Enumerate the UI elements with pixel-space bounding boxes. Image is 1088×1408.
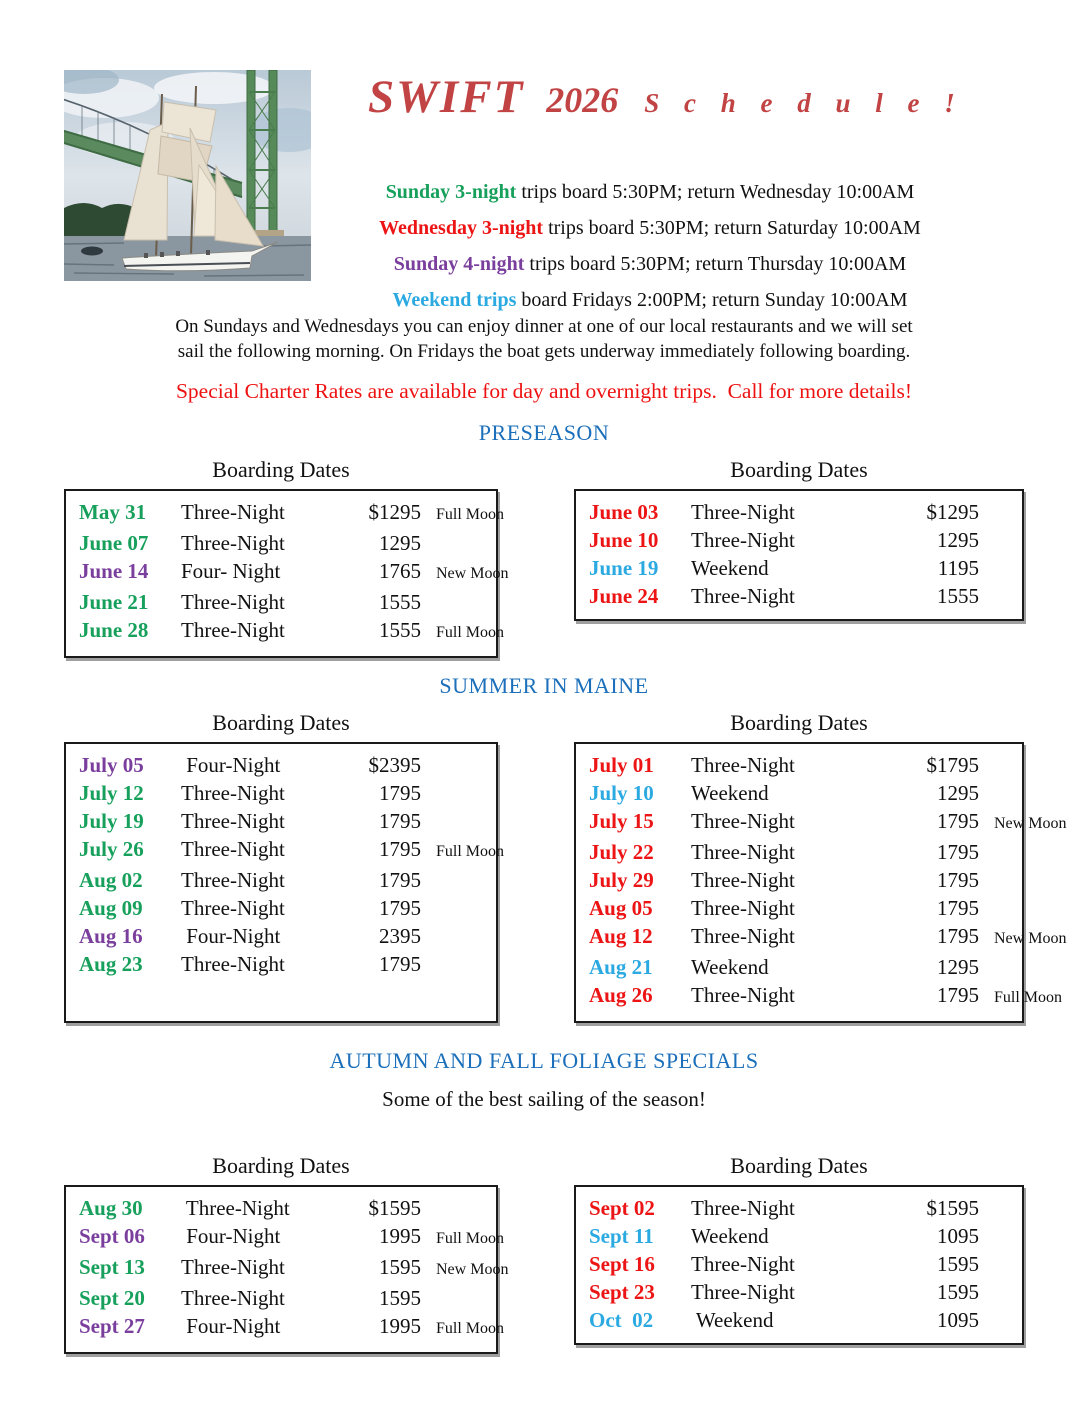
row-type: Four- Night (181, 559, 281, 583)
row-type: Three-Night (181, 1286, 285, 1310)
schedule-row (79, 1253, 509, 1284)
row-date: Aug 21 (589, 955, 653, 979)
section (64, 673, 1067, 1023)
row-price: 1595 (937, 1280, 979, 1304)
schedule-row (79, 779, 488, 807)
row-date: Sept 20 (79, 1286, 145, 1310)
row-date: Sept 06 (79, 1224, 145, 1248)
row-price: 1795 (379, 837, 421, 861)
row-type: Three-Night (691, 528, 795, 552)
row-price: 1995 (379, 1224, 421, 1248)
schedule-row (589, 838, 1014, 866)
row-price: 1795 (379, 868, 421, 892)
row-date: Sept 16 (589, 1252, 655, 1276)
row-price: $1595 (368, 1196, 421, 1220)
row-type: Three-Night (181, 837, 285, 861)
row-moon-note: Full Moon (436, 1320, 505, 1337)
row-price: $1795 (926, 753, 979, 777)
row-price: 1595 (937, 1252, 979, 1276)
schedule-box (574, 489, 1024, 621)
schedule-row (589, 1194, 1014, 1222)
row-type: Three-Night (691, 983, 795, 1007)
row-price: 1795 (379, 781, 421, 805)
section (64, 1048, 1024, 1354)
row-moon-note: Full Moon (436, 843, 505, 860)
row-price: 1795 (937, 809, 979, 833)
row-type: Three-Night (691, 1280, 795, 1304)
row-moon-note: Full Moon (436, 1230, 505, 1247)
row-type: Three-Night (181, 590, 285, 614)
row-date: July 05 (79, 753, 144, 777)
row-type: Three-Night (691, 1252, 795, 1276)
section-heading: PRESEASON (478, 420, 610, 445)
row-type: Three-Night (181, 952, 285, 976)
trip-line-text: trips board 5:30PM; return Saturday 10:00AM (543, 217, 921, 239)
row-type: Weekend (691, 1224, 769, 1248)
row-type: Three-Night (181, 618, 285, 642)
schedule-row (589, 1250, 1014, 1278)
schedule-row (79, 1194, 488, 1222)
row-type: Three-Night (691, 1196, 795, 1220)
schedule-row (589, 1306, 1014, 1334)
row-type: Four-Night (181, 924, 281, 948)
title-swift: SWIFT (368, 71, 525, 123)
row-moon-note: New Moon (994, 930, 1067, 947)
boarding-dates-heading: Boarding Dates (212, 457, 350, 482)
row-moon-note: Full Moon (436, 506, 505, 523)
schedule-box (574, 742, 1067, 1023)
schedule-row (589, 894, 1014, 922)
row-date: July 12 (79, 781, 144, 805)
row-date: July 19 (79, 809, 144, 833)
intro-line: sail the following morning. On Fridays the boat gets underway immediately following boarding. (177, 341, 911, 362)
schedule-row (79, 1222, 505, 1253)
schedule-box (64, 1185, 509, 1354)
row-date: June 07 (79, 531, 149, 555)
row-type: Three-Night (181, 809, 285, 833)
row-price: 1555 (937, 584, 979, 608)
row-date: July 22 (589, 840, 654, 864)
schedule-box (64, 742, 505, 1023)
row-price: 1795 (379, 952, 421, 976)
row-price: 1595 (379, 1255, 421, 1279)
schedule-row (79, 894, 488, 922)
row-price: 1095 (937, 1308, 979, 1332)
schedule-row (589, 1278, 1014, 1306)
schedule-row (589, 866, 1014, 894)
row-price: 1555 (379, 618, 421, 642)
schedule-table (574, 1154, 1024, 1345)
row-price: 1795 (937, 924, 979, 948)
trip-line (300, 210, 1000, 246)
row-type: Three-Night (181, 896, 285, 920)
tables-row (64, 458, 1024, 658)
trip-line-text: board Fridays 2:00PM; return Sunday 10:00AM (516, 289, 908, 311)
row-moon-note: New Moon (994, 815, 1067, 832)
row-type: Three-Night (691, 924, 795, 948)
row-type: Weekend (691, 556, 769, 580)
row-type: Three-Night (181, 531, 285, 555)
schedule-row (589, 526, 1014, 554)
schedule-table (64, 710, 505, 1023)
row-price: 1295 (379, 531, 421, 555)
boarding-dates-heading: Boarding Dates (730, 457, 868, 482)
row-date: June 10 (589, 528, 659, 552)
schedule-table (64, 457, 509, 658)
row-price: 1295 (937, 781, 979, 805)
row-price: 1295 (937, 955, 979, 979)
schedule-row (79, 1312, 505, 1343)
row-price: 1795 (937, 983, 979, 1007)
trip-lines (300, 174, 1000, 318)
schedule-row (589, 981, 1063, 1012)
schedule-box (64, 489, 509, 658)
ship-bridge-photo (64, 70, 311, 281)
row-date: June 21 (79, 590, 149, 614)
row-moon-note: Full Moon (994, 989, 1063, 1006)
row-date: Oct 02 (589, 1308, 654, 1332)
row-price: $1295 (368, 500, 421, 524)
boarding-dates-heading: Boarding Dates (212, 1153, 350, 1178)
row-date: June 19 (589, 556, 659, 580)
row-type: Weekend (691, 781, 769, 805)
row-price: 1995 (379, 1314, 421, 1338)
schedule-table (574, 710, 1067, 1023)
schedule-row (589, 498, 1014, 526)
schedule-row (79, 866, 488, 894)
trip-line-label: Wednesday 3-night (379, 217, 544, 239)
row-date: Aug 05 (589, 896, 653, 920)
row-price: 1795 (379, 809, 421, 833)
row-price: 1095 (937, 1224, 979, 1248)
row-price: 1195 (937, 556, 979, 580)
schedule-row (79, 807, 488, 835)
row-date: June 24 (589, 584, 659, 608)
row-date: July 10 (589, 781, 654, 805)
row-date: June 14 (79, 559, 149, 583)
row-price: 1795 (937, 868, 979, 892)
row-type: Three-Night (181, 500, 285, 524)
row-type: Weekend (691, 1308, 774, 1332)
section (64, 420, 1024, 658)
row-type: Three-Night (181, 781, 285, 805)
schedule-row (589, 807, 1067, 838)
schedule-row (79, 950, 488, 978)
section-heading: AUTUMN AND FALL FOLIAGE SPECIALS (329, 1048, 759, 1073)
schedule-row (79, 835, 505, 866)
row-date: Aug 16 (79, 924, 143, 948)
schedule-row (79, 529, 488, 557)
row-type: Four-Night (181, 753, 281, 777)
row-date: Aug 09 (79, 896, 143, 920)
row-date: Aug 02 (79, 868, 143, 892)
tables-row (64, 710, 1067, 1023)
row-date: June 28 (79, 618, 149, 642)
row-type: Three-Night (181, 1196, 290, 1220)
schedule-row (79, 557, 509, 588)
row-date: Sept 23 (589, 1280, 655, 1304)
boarding-dates-heading: Boarding Dates (212, 710, 350, 735)
row-date: Sept 02 (589, 1196, 655, 1220)
row-type: Four-Night (181, 1224, 281, 1248)
row-price: 1795 (379, 896, 421, 920)
row-price: 1795 (937, 840, 979, 864)
row-price: 1555 (379, 590, 421, 614)
row-price: 1765 (379, 559, 421, 583)
row-date: June 03 (589, 500, 659, 524)
row-date: July 15 (589, 809, 654, 833)
intro-paragraph (104, 314, 984, 364)
row-price: 2395 (379, 924, 421, 948)
row-moon-note: New Moon (436, 1261, 509, 1278)
schedule-table (64, 1153, 509, 1354)
row-moon-note: Full Moon (436, 624, 505, 641)
schedule-row (79, 1284, 488, 1312)
schedule-row (79, 588, 488, 616)
charter-note: Special Charter Rates are available for day and overnight trips. Call for more details! (175, 379, 913, 403)
row-type: Weekend (691, 955, 769, 979)
page-title (368, 70, 964, 124)
schedule-row (589, 582, 1014, 610)
boarding-dates-heading: Boarding Dates (730, 710, 868, 735)
schedule-row (589, 1222, 1014, 1250)
trip-line (300, 282, 1000, 318)
row-date: Sept 27 (79, 1314, 145, 1338)
row-type: Three-Night (691, 584, 795, 608)
row-date: Aug 26 (589, 983, 653, 1007)
row-date: July 29 (589, 868, 654, 892)
row-date: July 01 (589, 753, 654, 777)
row-price: $2395 (368, 753, 421, 777)
title-year: 2026 (546, 80, 619, 120)
boarding-dates-heading: Boarding Dates (730, 1153, 868, 1178)
tables-row (64, 1154, 1024, 1354)
row-date: Aug 30 (79, 1196, 143, 1220)
row-price: $1595 (926, 1196, 979, 1220)
intro-line: On Sundays and Wednesdays you can enjoy dinner at one of our local restaurants and we will set (175, 316, 913, 337)
row-date: May 31 (79, 500, 147, 524)
row-date: Aug 12 (589, 924, 653, 948)
trip-line (300, 246, 1000, 282)
title-schedule: S c h e d u l e ! (644, 88, 964, 118)
row-price: 1595 (379, 1286, 421, 1310)
row-moon-note: New Moon (436, 565, 509, 582)
row-date: Aug 23 (79, 952, 143, 976)
row-type: Four-Night (181, 1314, 281, 1338)
schedule-table (574, 458, 1024, 621)
trip-line-text: trips board 5:30PM; return Thursday 10:00AM (524, 253, 907, 275)
trip-line-label: Sunday 3-night (385, 181, 517, 203)
trip-line-label: Weekend trips (392, 289, 517, 311)
row-price: 1795 (937, 896, 979, 920)
section-subheading: Some of the best sailing of the season! (382, 1087, 706, 1111)
row-type: Three-Night (691, 896, 795, 920)
row-price: 1295 (937, 528, 979, 552)
row-type: Three-Night (691, 868, 795, 892)
schedule-row (79, 922, 488, 950)
schedule-row (589, 779, 1014, 807)
schedule-row (79, 751, 488, 779)
row-type: Three-Night (691, 753, 795, 777)
row-type: Three-Night (691, 809, 795, 833)
row-date: Sept 11 (589, 1224, 654, 1248)
row-type: Three-Night (691, 500, 795, 524)
schedule-box (574, 1185, 1024, 1345)
schedule-row (589, 554, 1014, 582)
row-date: Sept 13 (79, 1255, 145, 1279)
trip-line-label: Sunday 4-night (393, 253, 525, 275)
row-type: Three-Night (691, 840, 795, 864)
schedule-row (79, 498, 505, 529)
schedule-row (589, 751, 1014, 779)
row-date: July 26 (79, 837, 144, 861)
schedule-row (589, 953, 1014, 981)
row-type: Three-Night (181, 868, 285, 892)
row-price: $1295 (926, 500, 979, 524)
schedule-row (589, 922, 1067, 953)
trip-line-text: trips board 5:30PM; return Wednesday 10:00AM (516, 181, 915, 203)
row-type: Three-Night (181, 1255, 285, 1279)
trip-line (300, 174, 1000, 210)
schedule-row (79, 616, 505, 647)
section-heading: SUMMER IN MAINE (439, 673, 649, 698)
